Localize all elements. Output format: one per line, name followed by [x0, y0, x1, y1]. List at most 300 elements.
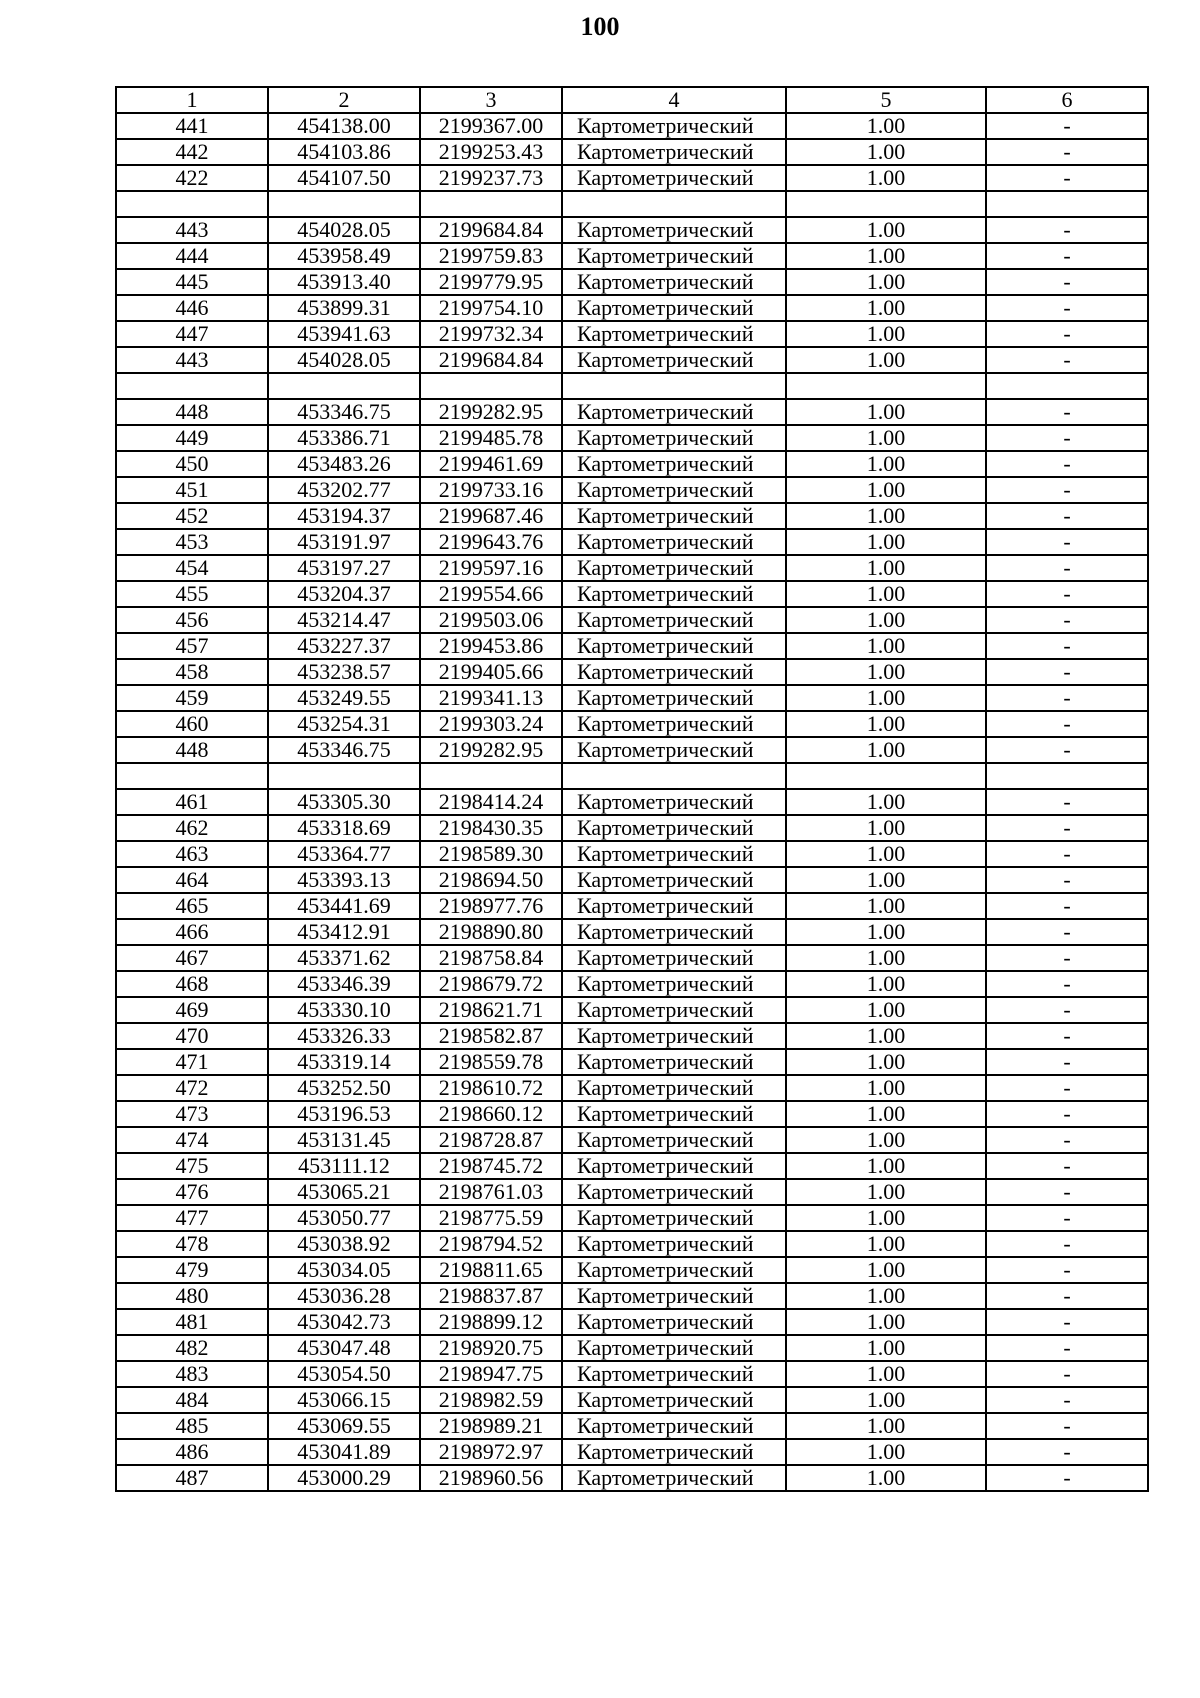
method-cell — [562, 191, 786, 217]
y-coordinate-cell: 2199453.86 — [420, 633, 562, 659]
point-number-cell: 447 — [116, 321, 268, 347]
note-cell: - — [986, 295, 1148, 321]
x-coordinate-cell: 454103.86 — [268, 139, 420, 165]
table-row — [116, 139, 1148, 165]
y-coordinate-cell: 2198989.21 — [420, 1413, 562, 1439]
point-number-cell: 466 — [116, 919, 268, 945]
point-number-cell: 454 — [116, 555, 268, 581]
y-coordinate-cell: 2198679.72 — [420, 971, 562, 997]
method-cell: Картометрический — [562, 1309, 786, 1335]
note-cell: - — [986, 1231, 1148, 1257]
x-coordinate-cell: 454028.05 — [268, 347, 420, 373]
point-number-cell: 485 — [116, 1413, 268, 1439]
y-coordinate-cell: 2199282.95 — [420, 737, 562, 763]
table-row — [116, 581, 1148, 607]
table-row — [116, 295, 1148, 321]
accuracy-cell: 1.00 — [786, 841, 986, 867]
accuracy-cell: 1.00 — [786, 711, 986, 737]
table-row — [116, 1179, 1148, 1205]
note-cell: - — [986, 997, 1148, 1023]
point-number-cell: 449 — [116, 425, 268, 451]
table-row — [116, 399, 1148, 425]
accuracy-cell: 1.00 — [786, 555, 986, 581]
accuracy-cell: 1.00 — [786, 1101, 986, 1127]
table-body — [116, 113, 1148, 1491]
method-cell: Картометрический — [562, 1361, 786, 1387]
table-row — [116, 1309, 1148, 1335]
point-number-cell: 479 — [116, 1257, 268, 1283]
note-cell: - — [986, 789, 1148, 815]
accuracy-cell: 1.00 — [786, 1205, 986, 1231]
y-coordinate-cell: 2198559.78 — [420, 1049, 562, 1075]
x-coordinate-cell: 453254.31 — [268, 711, 420, 737]
y-coordinate-cell: 2198621.71 — [420, 997, 562, 1023]
point-number-cell: 473 — [116, 1101, 268, 1127]
table-row — [116, 1075, 1148, 1101]
accuracy-cell: 1.00 — [786, 1465, 986, 1491]
point-number-cell: 472 — [116, 1075, 268, 1101]
note-cell: - — [986, 1413, 1148, 1439]
x-coordinate-cell: 454138.00 — [268, 113, 420, 139]
y-coordinate-cell: 2198890.80 — [420, 919, 562, 945]
table-row — [116, 347, 1148, 373]
method-cell: Картометрический — [562, 997, 786, 1023]
table-row — [116, 451, 1148, 477]
method-cell: Картометрический — [562, 1335, 786, 1361]
table-row — [116, 243, 1148, 269]
note-cell: - — [986, 581, 1148, 607]
point-number-cell: 446 — [116, 295, 268, 321]
table-row — [116, 321, 1148, 347]
note-cell: - — [986, 919, 1148, 945]
note-cell: - — [986, 971, 1148, 997]
note-cell: - — [986, 1387, 1148, 1413]
method-cell: Картометрический — [562, 789, 786, 815]
y-coordinate-cell: 2199237.73 — [420, 165, 562, 191]
note-cell: - — [986, 1153, 1148, 1179]
method-cell: Картометрический — [562, 971, 786, 997]
x-coordinate-cell: 453238.57 — [268, 659, 420, 685]
point-number-cell: 448 — [116, 399, 268, 425]
note-cell: - — [986, 633, 1148, 659]
note-cell: - — [986, 841, 1148, 867]
point-number-cell: 470 — [116, 1023, 268, 1049]
accuracy-cell: 1.00 — [786, 919, 986, 945]
method-cell: Картометрический — [562, 1283, 786, 1309]
method-cell: Картометрический — [562, 581, 786, 607]
x-coordinate-cell: 453386.71 — [268, 425, 420, 451]
method-cell: Картометрический — [562, 685, 786, 711]
accuracy-cell: 1.00 — [786, 295, 986, 321]
x-coordinate-cell: 453412.91 — [268, 919, 420, 945]
x-coordinate-cell: 453066.15 — [268, 1387, 420, 1413]
table-row — [116, 555, 1148, 581]
point-number-cell: 461 — [116, 789, 268, 815]
point-number-cell: 463 — [116, 841, 268, 867]
x-coordinate-cell: 453393.13 — [268, 867, 420, 893]
header-cell-5: 5 — [786, 87, 986, 113]
note-cell: - — [986, 477, 1148, 503]
y-coordinate-cell: 2199367.00 — [420, 113, 562, 139]
point-number-cell: 441 — [116, 113, 268, 139]
note-cell: - — [986, 1075, 1148, 1101]
table-row — [116, 425, 1148, 451]
method-cell: Картометрический — [562, 737, 786, 763]
y-coordinate-cell: 2198947.75 — [420, 1361, 562, 1387]
table-row — [116, 1023, 1148, 1049]
note-cell: - — [986, 399, 1148, 425]
method-cell: Картометрический — [562, 607, 786, 633]
point-number-cell: 477 — [116, 1205, 268, 1231]
note-cell: - — [986, 1049, 1148, 1075]
note-cell: - — [986, 529, 1148, 555]
x-coordinate-cell: 453034.05 — [268, 1257, 420, 1283]
note-cell: - — [986, 815, 1148, 841]
accuracy-cell: 1.00 — [786, 789, 986, 815]
method-cell: Картометрический — [562, 399, 786, 425]
x-coordinate-cell: 453364.77 — [268, 841, 420, 867]
y-coordinate-cell: 2199779.95 — [420, 269, 562, 295]
y-coordinate-cell — [420, 191, 562, 217]
note-cell: - — [986, 139, 1148, 165]
table-row — [116, 971, 1148, 997]
y-coordinate-cell: 2198982.59 — [420, 1387, 562, 1413]
y-coordinate-cell: 2198610.72 — [420, 1075, 562, 1101]
point-number-cell: 482 — [116, 1335, 268, 1361]
point-number-cell: 452 — [116, 503, 268, 529]
table-row — [116, 1283, 1148, 1309]
point-number-cell: 481 — [116, 1309, 268, 1335]
table-row — [116, 1127, 1148, 1153]
note-cell: - — [986, 347, 1148, 373]
note-cell: - — [986, 321, 1148, 347]
method-cell: Картометрический — [562, 1075, 786, 1101]
y-coordinate-cell: 2198761.03 — [420, 1179, 562, 1205]
method-cell: Картометрический — [562, 113, 786, 139]
method-cell: Картометрический — [562, 659, 786, 685]
point-number-cell: 422 — [116, 165, 268, 191]
accuracy-cell: 1.00 — [786, 971, 986, 997]
y-coordinate-cell: 2198837.87 — [420, 1283, 562, 1309]
note-cell: - — [986, 659, 1148, 685]
method-cell: Картометрический — [562, 893, 786, 919]
method-cell: Картометрический — [562, 451, 786, 477]
method-cell: Картометрический — [562, 529, 786, 555]
table-row — [116, 1413, 1148, 1439]
note-cell: - — [986, 555, 1148, 581]
accuracy-cell: 1.00 — [786, 1153, 986, 1179]
header-cell-4: 4 — [562, 87, 786, 113]
accuracy-cell: 1.00 — [786, 1179, 986, 1205]
point-number-cell: 475 — [116, 1153, 268, 1179]
table-row — [116, 789, 1148, 815]
accuracy-cell: 1.00 — [786, 399, 986, 425]
x-coordinate-cell: 453227.37 — [268, 633, 420, 659]
method-cell: Картометрический — [562, 1439, 786, 1465]
note-cell — [986, 373, 1148, 399]
note-cell: - — [986, 1309, 1148, 1335]
x-coordinate-cell: 453305.30 — [268, 789, 420, 815]
table-row — [116, 113, 1148, 139]
point-number-cell: 443 — [116, 217, 268, 243]
method-cell: Картометрический — [562, 217, 786, 243]
point-number-cell: 453 — [116, 529, 268, 555]
accuracy-cell: 1.00 — [786, 1413, 986, 1439]
accuracy-cell: 1.00 — [786, 1257, 986, 1283]
point-number-cell: 458 — [116, 659, 268, 685]
point-number-cell: 450 — [116, 451, 268, 477]
accuracy-cell: 1.00 — [786, 1283, 986, 1309]
point-number-cell — [116, 373, 268, 399]
y-coordinate-cell: 2199733.16 — [420, 477, 562, 503]
x-coordinate-cell: 454107.50 — [268, 165, 420, 191]
point-number-cell: 469 — [116, 997, 268, 1023]
accuracy-cell — [786, 763, 986, 789]
x-coordinate-cell: 453191.97 — [268, 529, 420, 555]
accuracy-cell: 1.00 — [786, 321, 986, 347]
method-cell: Картометрический — [562, 919, 786, 945]
x-coordinate-cell: 453941.63 — [268, 321, 420, 347]
y-coordinate-cell: 2199732.34 — [420, 321, 562, 347]
method-cell: Картометрический — [562, 841, 786, 867]
x-coordinate-cell: 453330.10 — [268, 997, 420, 1023]
x-coordinate-cell: 453252.50 — [268, 1075, 420, 1101]
x-coordinate-cell: 453899.31 — [268, 295, 420, 321]
table-row — [116, 1153, 1148, 1179]
point-number-cell: 468 — [116, 971, 268, 997]
note-cell: - — [986, 165, 1148, 191]
y-coordinate-cell: 2199684.84 — [420, 217, 562, 243]
coordinates-table — [115, 86, 1149, 1492]
y-coordinate-cell: 2198694.50 — [420, 867, 562, 893]
x-coordinate-cell: 453214.47 — [268, 607, 420, 633]
header-row — [116, 87, 1148, 113]
y-coordinate-cell: 2199687.46 — [420, 503, 562, 529]
method-cell: Картометрический — [562, 165, 786, 191]
table-row — [116, 997, 1148, 1023]
table-row — [116, 1257, 1148, 1283]
y-coordinate-cell: 2199461.69 — [420, 451, 562, 477]
x-coordinate-cell: 453913.40 — [268, 269, 420, 295]
point-number-cell: 455 — [116, 581, 268, 607]
note-cell: - — [986, 113, 1148, 139]
point-number-cell: 442 — [116, 139, 268, 165]
x-coordinate-cell: 453249.55 — [268, 685, 420, 711]
note-cell: - — [986, 1101, 1148, 1127]
x-coordinate-cell: 453318.69 — [268, 815, 420, 841]
y-coordinate-cell: 2198414.24 — [420, 789, 562, 815]
note-cell: - — [986, 1335, 1148, 1361]
point-number-cell: 484 — [116, 1387, 268, 1413]
method-cell: Картометрический — [562, 1023, 786, 1049]
header-cell-2: 2 — [268, 87, 420, 113]
accuracy-cell: 1.00 — [786, 1361, 986, 1387]
table-row — [116, 1231, 1148, 1257]
table-row — [116, 659, 1148, 685]
accuracy-cell — [786, 191, 986, 217]
x-coordinate-cell: 453346.39 — [268, 971, 420, 997]
accuracy-cell: 1.00 — [786, 607, 986, 633]
point-number-cell: 456 — [116, 607, 268, 633]
table-row — [116, 165, 1148, 191]
x-coordinate-cell: 453042.73 — [268, 1309, 420, 1335]
x-coordinate-cell: 453346.75 — [268, 737, 420, 763]
table-row — [116, 945, 1148, 971]
y-coordinate-cell: 2199503.06 — [420, 607, 562, 633]
accuracy-cell: 1.00 — [786, 243, 986, 269]
x-coordinate-cell: 453483.26 — [268, 451, 420, 477]
accuracy-cell: 1.00 — [786, 503, 986, 529]
note-cell: - — [986, 1465, 1148, 1491]
note-cell: - — [986, 269, 1148, 295]
note-cell: - — [986, 711, 1148, 737]
y-coordinate-cell — [420, 373, 562, 399]
point-number-cell: 459 — [116, 685, 268, 711]
accuracy-cell: 1.00 — [786, 1231, 986, 1257]
note-cell: - — [986, 1179, 1148, 1205]
method-cell: Картометрический — [562, 295, 786, 321]
table-row — [116, 217, 1148, 243]
y-coordinate-cell: 2198960.56 — [420, 1465, 562, 1491]
x-coordinate-cell: 453194.37 — [268, 503, 420, 529]
table-row — [116, 685, 1148, 711]
table-row — [116, 1465, 1148, 1491]
accuracy-cell: 1.00 — [786, 893, 986, 919]
note-cell: - — [986, 243, 1148, 269]
page-number: 100 — [580, 12, 620, 41]
note-cell: - — [986, 425, 1148, 451]
y-coordinate-cell: 2199405.66 — [420, 659, 562, 685]
accuracy-cell: 1.00 — [786, 997, 986, 1023]
note-cell: - — [986, 685, 1148, 711]
x-coordinate-cell: 453111.12 — [268, 1153, 420, 1179]
point-number-cell: 464 — [116, 867, 268, 893]
y-coordinate-cell: 2198920.75 — [420, 1335, 562, 1361]
accuracy-cell: 1.00 — [786, 1309, 986, 1335]
method-cell: Картометрический — [562, 945, 786, 971]
point-number-cell: 483 — [116, 1361, 268, 1387]
table-row — [116, 1439, 1148, 1465]
table-row — [116, 1335, 1148, 1361]
accuracy-cell: 1.00 — [786, 529, 986, 555]
y-coordinate-cell: 2198660.12 — [420, 1101, 562, 1127]
point-number-cell: 451 — [116, 477, 268, 503]
note-cell: - — [986, 607, 1148, 633]
y-coordinate-cell — [420, 763, 562, 789]
note-cell: - — [986, 737, 1148, 763]
method-cell: Картометрический — [562, 1257, 786, 1283]
y-coordinate-cell: 2199303.24 — [420, 711, 562, 737]
x-coordinate-cell: 453065.21 — [268, 1179, 420, 1205]
table-row — [116, 529, 1148, 555]
table-row — [116, 815, 1148, 841]
x-coordinate-cell: 453441.69 — [268, 893, 420, 919]
y-coordinate-cell: 2199643.76 — [420, 529, 562, 555]
x-coordinate-cell: 453050.77 — [268, 1205, 420, 1231]
accuracy-cell: 1.00 — [786, 1049, 986, 1075]
x-coordinate-cell: 453197.27 — [268, 555, 420, 581]
method-cell: Картометрический — [562, 243, 786, 269]
accuracy-cell: 1.00 — [786, 477, 986, 503]
method-cell: Картометрический — [562, 1413, 786, 1439]
y-coordinate-cell: 2199485.78 — [420, 425, 562, 451]
method-cell: Картометрический — [562, 555, 786, 581]
method-cell: Картометрический — [562, 1127, 786, 1153]
y-coordinate-cell: 2198972.97 — [420, 1439, 562, 1465]
point-number-cell: 476 — [116, 1179, 268, 1205]
table-row — [116, 1205, 1148, 1231]
y-coordinate-cell: 2198589.30 — [420, 841, 562, 867]
table-row — [116, 269, 1148, 295]
point-number-cell: 457 — [116, 633, 268, 659]
table-row — [116, 893, 1148, 919]
x-coordinate-cell: 453319.14 — [268, 1049, 420, 1075]
y-coordinate-cell: 2198775.59 — [420, 1205, 562, 1231]
accuracy-cell: 1.00 — [786, 1335, 986, 1361]
note-cell: - — [986, 451, 1148, 477]
x-coordinate-cell: 454028.05 — [268, 217, 420, 243]
x-coordinate-cell: 453958.49 — [268, 243, 420, 269]
accuracy-cell: 1.00 — [786, 1127, 986, 1153]
accuracy-cell: 1.00 — [786, 1023, 986, 1049]
point-number-cell — [116, 763, 268, 789]
note-cell: - — [986, 893, 1148, 919]
x-coordinate-cell: 453054.50 — [268, 1361, 420, 1387]
note-cell — [986, 763, 1148, 789]
x-coordinate-cell — [268, 191, 420, 217]
note-cell: - — [986, 1361, 1148, 1387]
y-coordinate-cell: 2198758.84 — [420, 945, 562, 971]
y-coordinate-cell: 2198745.72 — [420, 1153, 562, 1179]
x-coordinate-cell: 453346.75 — [268, 399, 420, 425]
point-number-cell: 480 — [116, 1283, 268, 1309]
y-coordinate-cell: 2199684.84 — [420, 347, 562, 373]
point-number-cell: 478 — [116, 1231, 268, 1257]
header-cell-1: 1 — [116, 87, 268, 113]
method-cell: Картометрический — [562, 1231, 786, 1257]
y-coordinate-cell: 2199597.16 — [420, 555, 562, 581]
x-coordinate-cell: 453326.33 — [268, 1023, 420, 1049]
accuracy-cell: 1.00 — [786, 867, 986, 893]
note-cell: - — [986, 1205, 1148, 1231]
accuracy-cell: 1.00 — [786, 815, 986, 841]
y-coordinate-cell: 2199754.10 — [420, 295, 562, 321]
table-row — [116, 919, 1148, 945]
x-coordinate-cell: 453371.62 — [268, 945, 420, 971]
table-row — [116, 373, 1148, 399]
method-cell: Картометрический — [562, 1049, 786, 1075]
method-cell: Картометрический — [562, 425, 786, 451]
accuracy-cell: 1.00 — [786, 737, 986, 763]
point-number-cell: 467 — [116, 945, 268, 971]
x-coordinate-cell: 453000.29 — [268, 1465, 420, 1491]
x-coordinate-cell: 453204.37 — [268, 581, 420, 607]
y-coordinate-cell: 2199253.43 — [420, 139, 562, 165]
header-cell-6: 6 — [986, 87, 1148, 113]
note-cell: - — [986, 1439, 1148, 1465]
x-coordinate-cell: 453196.53 — [268, 1101, 420, 1127]
table-row — [116, 737, 1148, 763]
table-row — [116, 841, 1148, 867]
point-number-cell: 462 — [116, 815, 268, 841]
table-row — [116, 633, 1148, 659]
accuracy-cell: 1.00 — [786, 1387, 986, 1413]
note-cell: - — [986, 503, 1148, 529]
point-number-cell: 474 — [116, 1127, 268, 1153]
table-row — [116, 503, 1148, 529]
accuracy-cell: 1.00 — [786, 581, 986, 607]
method-cell: Картометрический — [562, 269, 786, 295]
